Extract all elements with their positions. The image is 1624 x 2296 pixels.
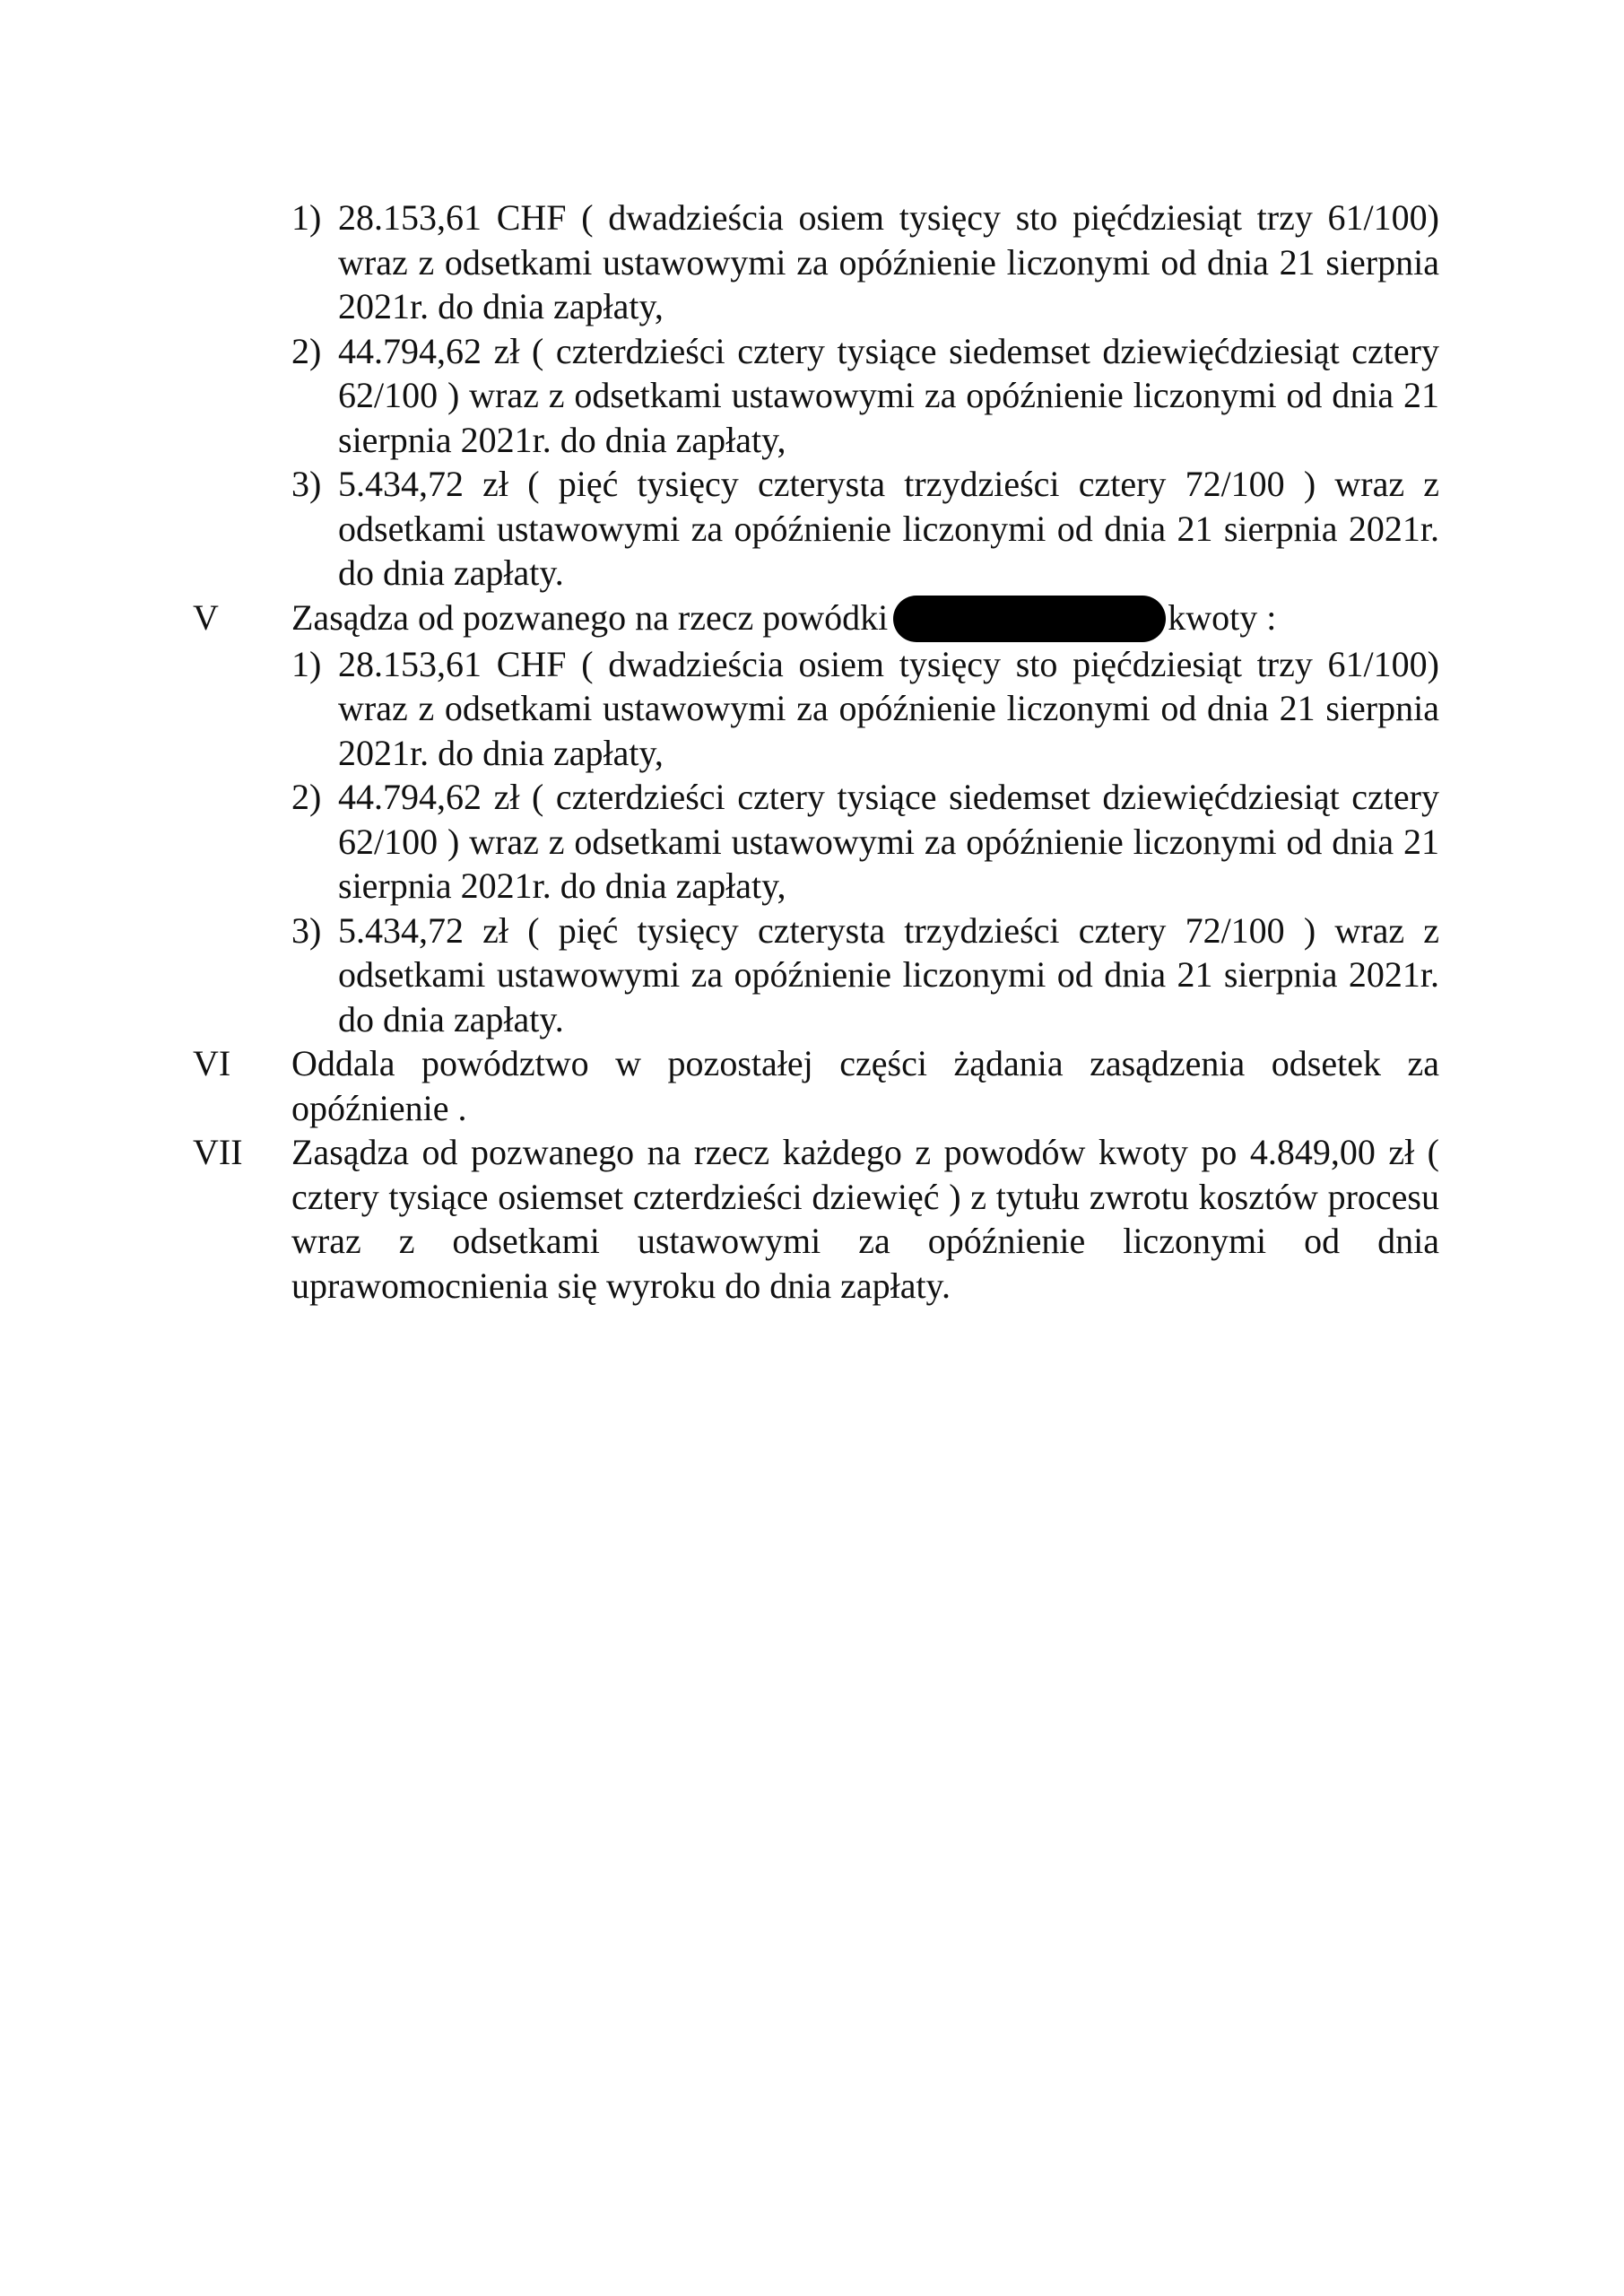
judgment-text [193, 196, 1439, 1308]
redaction-mark [893, 596, 1166, 642]
section-continued [193, 196, 1439, 596]
item-number: 2) [291, 330, 322, 371]
section-text-before: Zasądza od pozwanego na rzecz powódki [291, 596, 889, 638]
section-text: Oddala powództwo w pozostałej części żądania zasądzenia odsetek za opóźnienie . [291, 1043, 1439, 1128]
list-item [291, 196, 1439, 329]
list-item [291, 775, 1439, 909]
section-text-after: kwoty : [1168, 596, 1277, 638]
item-text: 28.153,61 CHF ( dwadzieścia osiem tysięcy sto pięćdziesiąt trzy 61/100) wraz z odsetkami ustawowymi za opóźnienie liczonymi od dnia 21 sierpnia 2021r. do dnia zapłaty, [338, 197, 1439, 326]
section-numeral: VI [193, 1043, 231, 1083]
item-number: 2) [291, 777, 322, 817]
section-v-item-list [291, 642, 1439, 1042]
item-text: 44.794,62 zł ( czterdzieści cztery tysiące siedemset dziewięćdziesiąt cztery 62/100 ) wraz z odsetkami ustawowymi za opóźnienie liczonymi od dnia 21 sierpnia 2021r. do dnia zapłaty, [338, 777, 1439, 906]
item-number: 3) [291, 464, 322, 504]
item-number: 1) [291, 197, 322, 238]
section-vii [193, 1130, 1439, 1308]
list-item [291, 329, 1439, 463]
section-vi [193, 1041, 1439, 1130]
section-v [193, 596, 1439, 1042]
section-heading-text [291, 596, 1439, 642]
item-number: 1) [291, 643, 322, 684]
continued-item-list [291, 196, 1439, 596]
item-text: 5.434,72 zł ( pięć tysięcy czterysta trzydzieści cztery 72/100 ) wraz z odsetkami ustawowymi za opóźnienie liczonymi od dnia 21 sierpnia 2021r. do dnia zapłaty. [338, 909, 1439, 1039]
section-numeral: VII [193, 1132, 243, 1172]
list-item [291, 642, 1439, 776]
section-text: Zasądza od pozwanego na rzecz każdego z powodów kwoty po 4.849,00 zł ( cztery tysiące osiemset czterdzieści dziewięć ) z tytułu zwrotu kosztów procesu wraz z odsetkami ustawowymi za opóźnienie liczonymi od dnia uprawomocnienia się wyroku do dnia zapłaty. [291, 1132, 1439, 1306]
item-number: 3) [291, 909, 322, 951]
item-text: 5.434,72 zł ( pięć tysięcy czterysta trzydzieści cztery 72/100 ) wraz z odsetkami ustawowymi za opóźnienie liczonymi od dnia 21 sierpnia 2021r. do dnia zapłaty. [338, 464, 1439, 593]
list-item [291, 909, 1439, 1042]
item-text: 44.794,62 zł ( czterdzieści cztery tysiące siedemset dziewięćdziesiąt cztery 62/100 ) wraz z odsetkami ustawowymi za opóźnienie liczonymi od dnia 21 sierpnia 2021r. do dnia zapłaty, [338, 330, 1439, 460]
item-text: 28.153,61 CHF ( dwadzieścia osiem tysięcy sto pięćdziesiąt trzy 61/100) wraz z odsetkami ustawowymi za opóźnienie liczonymi od dnia 21 sierpnia 2021r. do dnia zapłaty, [338, 643, 1439, 773]
list-item [291, 462, 1439, 596]
section-numeral: V [193, 596, 219, 638]
